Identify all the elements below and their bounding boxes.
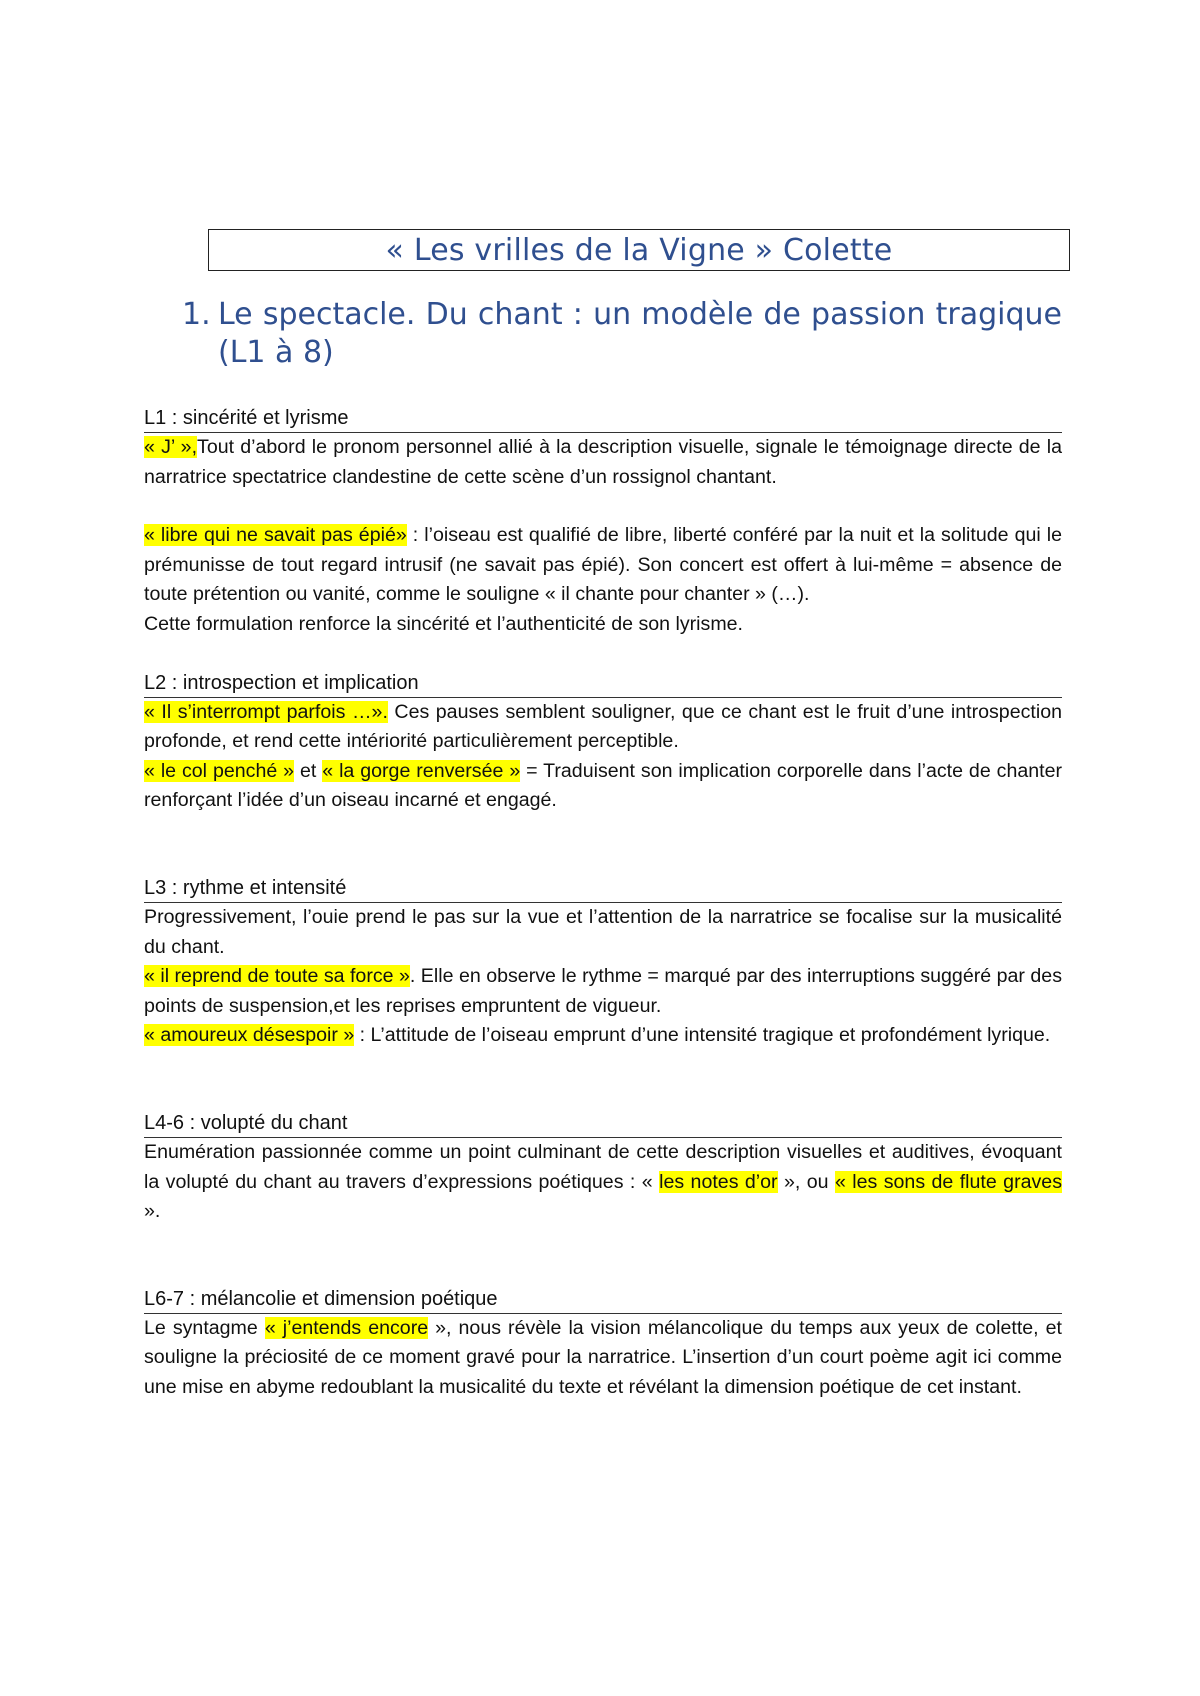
heading-text: Le spectacle. Du chant : un modèle de passion tragique (L1 à 8) bbox=[218, 297, 1062, 370]
paragraph-text: Le syntagme bbox=[144, 1316, 265, 1339]
paragraph: Cette formulation renforce la sincérité et l’authenticité de son lyrisme. bbox=[144, 612, 743, 635]
highlighted-quote: « le col penché » bbox=[144, 759, 295, 782]
paragraph-text: », ou bbox=[777, 1170, 835, 1193]
paragraph bbox=[144, 1314, 1062, 1403]
section-title: L3 : rythme et intensité bbox=[144, 874, 1062, 903]
paragraph bbox=[144, 433, 1062, 492]
paragraph bbox=[144, 521, 1062, 610]
section-l6-7 bbox=[144, 1285, 1062, 1403]
section-title: L4-6 : volupté du chant bbox=[144, 1109, 1062, 1138]
section-title: L2 : introspection et implication bbox=[144, 669, 1062, 698]
paragraph-text: ». bbox=[144, 1200, 161, 1223]
paragraph-text: et bbox=[294, 759, 323, 782]
paragraph bbox=[144, 698, 1062, 757]
highlighted-quote: « les sons de flute graves bbox=[834, 1170, 1062, 1193]
document-title: « Les vrilles de la Vigne » Colette bbox=[385, 232, 893, 268]
section-l1 bbox=[144, 404, 1062, 640]
document-body bbox=[144, 404, 1062, 1402]
highlighted-quote: « j’entends encore bbox=[264, 1316, 429, 1339]
section-l3 bbox=[144, 874, 1062, 1051]
section-heading bbox=[182, 296, 1062, 372]
highlighted-quote: « amoureux désespoir » bbox=[144, 1024, 355, 1047]
paragraph-text: : L’attitude de l’oiseau emprunt d’une intensité tragique et profondément lyrique. bbox=[354, 1024, 1051, 1047]
paragraph-text: », nous révèle la vision mélancolique du temps aux yeux de colette, et souligne la préciosité de ce moment gravé pour la narratrice. L’insertion d’un court poème agit ici comme une mise en abyme redoublant la musicalité du texte et révélant la dimension poétique de cet instant. bbox=[144, 1316, 1062, 1398]
highlighted-quote: « J’ », bbox=[144, 436, 198, 458]
section-title: L6-7 : mélancolie et dimension poétique bbox=[144, 1285, 1062, 1314]
paragraph bbox=[144, 1021, 1062, 1051]
paragraph-text: Tout d’abord le pronom personnel allié à la description visuelle, signale le témoignage directe de la narratrice spectatrice clandestine de cette scène d’un rossignol chantant. bbox=[144, 436, 1062, 488]
paragraph-text: . Elle en observe le rythme = marqué par des interruptions suggéré par des points de suspension,et les reprises empruntent de vigueur. bbox=[144, 965, 1062, 1017]
paragraph-text: Ces pauses semblent souligner, que ce chant est le fruit d’une introspection profonde, et rend cette intériorité particulièrement perceptible. bbox=[144, 700, 1062, 753]
section-l4-6 bbox=[144, 1109, 1062, 1227]
paragraph-text: : l’oiseau est qualifié de libre, liberté conféré par la nuit et la solitude qui le prémunisse de tout regard intrusif (ne savait pas épié). Son concert est offert à lui-même = absence de toute prétention ou vanité, comme le souligne « il chante pour chanter » (…). bbox=[144, 524, 1063, 606]
title-box bbox=[208, 229, 1070, 271]
highlighted-quote: « Il s’interrompt parfois …». bbox=[144, 700, 388, 723]
paragraph-text: = Traduisent son implication corporelle dans l’acte de chanter renforçant l’idée d’un oiseau incarné et engagé. bbox=[144, 759, 1063, 812]
section-l2 bbox=[144, 669, 1062, 816]
highlighted-quote: « il reprend de toute sa force » bbox=[144, 965, 410, 988]
heading-number: 1. bbox=[182, 297, 211, 332]
paragraph-text: Enumération passionnée comme un point culminant de cette description visuelles et auditives, évoquant la volupté du chant au travers d’expressions poétiques : « bbox=[144, 1140, 1062, 1193]
paragraph bbox=[144, 757, 1062, 816]
paragraph: Progressivement, l’ouie prend le pas sur la vue et l’attention de la narratrice se focalise sur la musicalité du chant. bbox=[144, 905, 1062, 958]
highlighted-quote: « la gorge renversée » bbox=[322, 759, 521, 782]
section-title: L1 : sincérité et lyrisme bbox=[144, 404, 1062, 433]
highlighted-quote: les notes d’or bbox=[659, 1170, 778, 1193]
paragraph bbox=[144, 962, 1062, 1021]
paragraph bbox=[144, 1138, 1062, 1227]
highlighted-quote: « libre qui ne savait pas épié» bbox=[144, 524, 407, 547]
